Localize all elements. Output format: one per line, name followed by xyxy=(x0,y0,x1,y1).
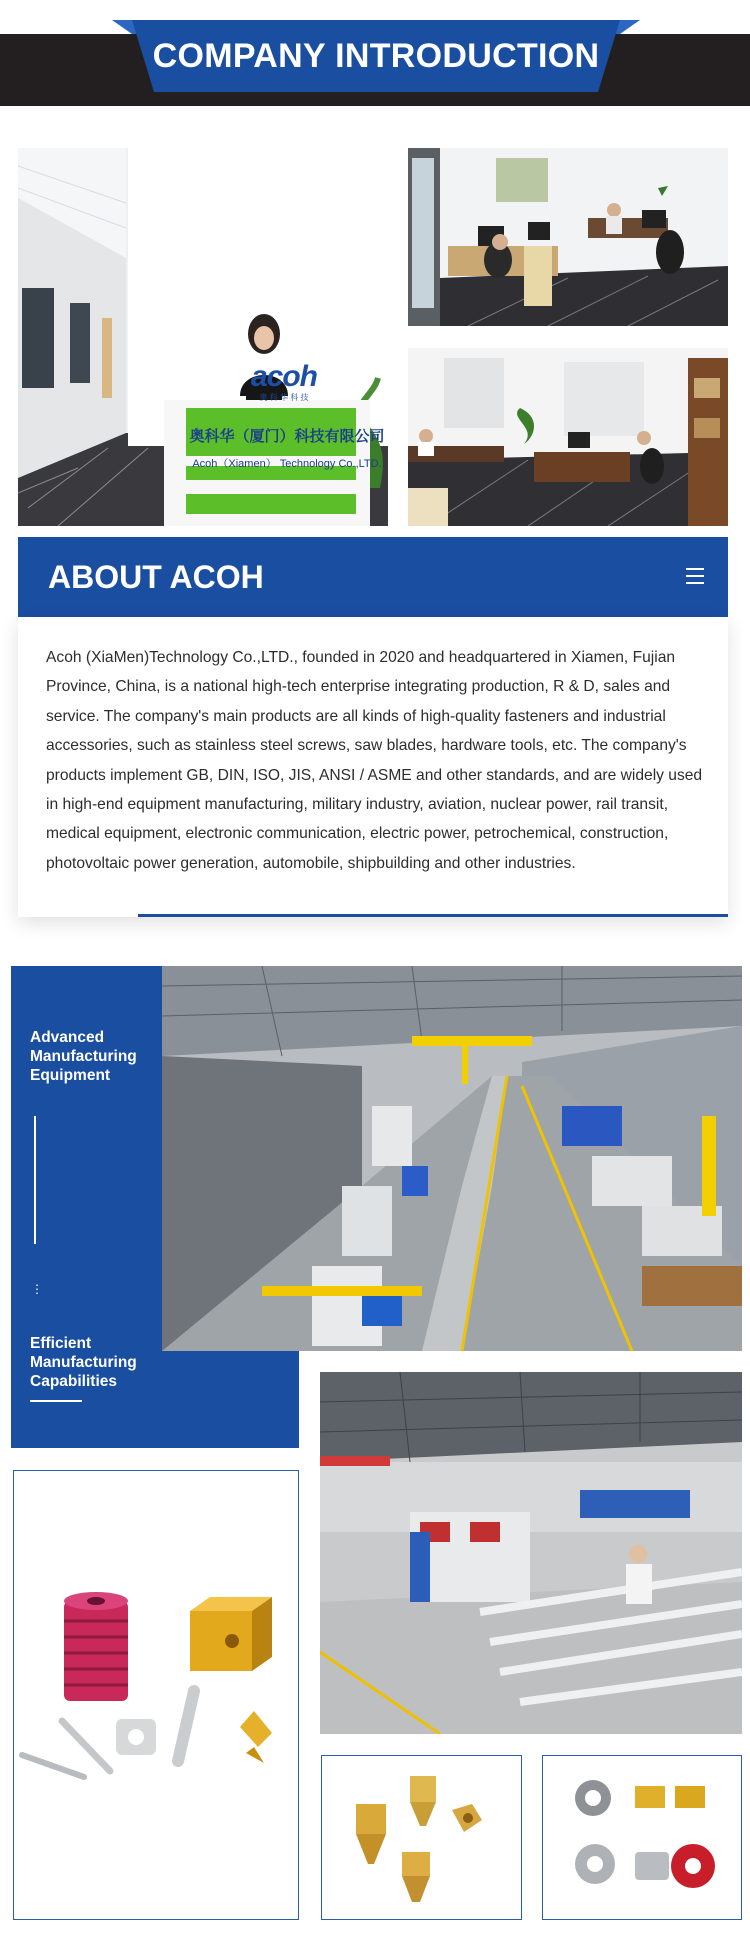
label-efficient-capabilities: Efficient Manufacturing Capabilities xyxy=(30,1335,137,1390)
product-brass-nozzles xyxy=(321,1755,522,1920)
dots-icon: ⋮ xyxy=(31,1282,43,1296)
reception-photo xyxy=(18,148,388,526)
about-accent-line xyxy=(138,914,728,917)
about-text: Acoh (XiaMen)Technology Co.,LTD., founded in 2020 and headquartered in Xiamen, Fujian Province, China, is a national high-tech enterprise integrating production, R & D, sales and service. The company's main products are all kinds of high-quality fasteners and industrial accessories, such as stainless steel screws, saw blades, hardware tools, etc. The company's products implement GB, DIN, ISO, JIS, ANSI / ASME and other standards, and are widely used in high-end equipment manufacturing, military industry, aviation, nuclear power, rail transit, medical equipment, electronic communication, electric power, petrochemical, construction, photovoltaic power generation, automobile, shipbuilding and other industries. xyxy=(46,649,703,872)
product-hotend-parts xyxy=(13,1470,299,1920)
company-name-cn: 奥科华（厦门）科技有限公司 xyxy=(189,428,385,445)
office-photo-1 xyxy=(408,148,728,326)
vertical-divider xyxy=(34,1116,36,1244)
about-title: ABOUT ACOH xyxy=(48,559,264,595)
office-photo-2 xyxy=(408,348,728,526)
factory-floor-photo xyxy=(162,966,742,1351)
company-name-en: Acoh（Xiamen） Technology Co.,LTD. xyxy=(192,458,382,470)
title-plate xyxy=(112,20,640,92)
product-shaft-collars xyxy=(542,1755,742,1920)
label-advanced-equipment: Advanced Manufacturing Equipment xyxy=(30,1029,137,1084)
menu-icon[interactable] xyxy=(686,568,704,584)
production-line-photo xyxy=(320,1372,742,1734)
brand-logo: acoh xyxy=(250,360,318,393)
label-underline xyxy=(30,1400,82,1402)
about-card xyxy=(18,617,728,917)
about-header xyxy=(18,537,728,617)
brand-sub: 奥 科 华 科 技 xyxy=(259,393,309,402)
page-title: COMPANY INTRODUCTION xyxy=(152,37,600,75)
